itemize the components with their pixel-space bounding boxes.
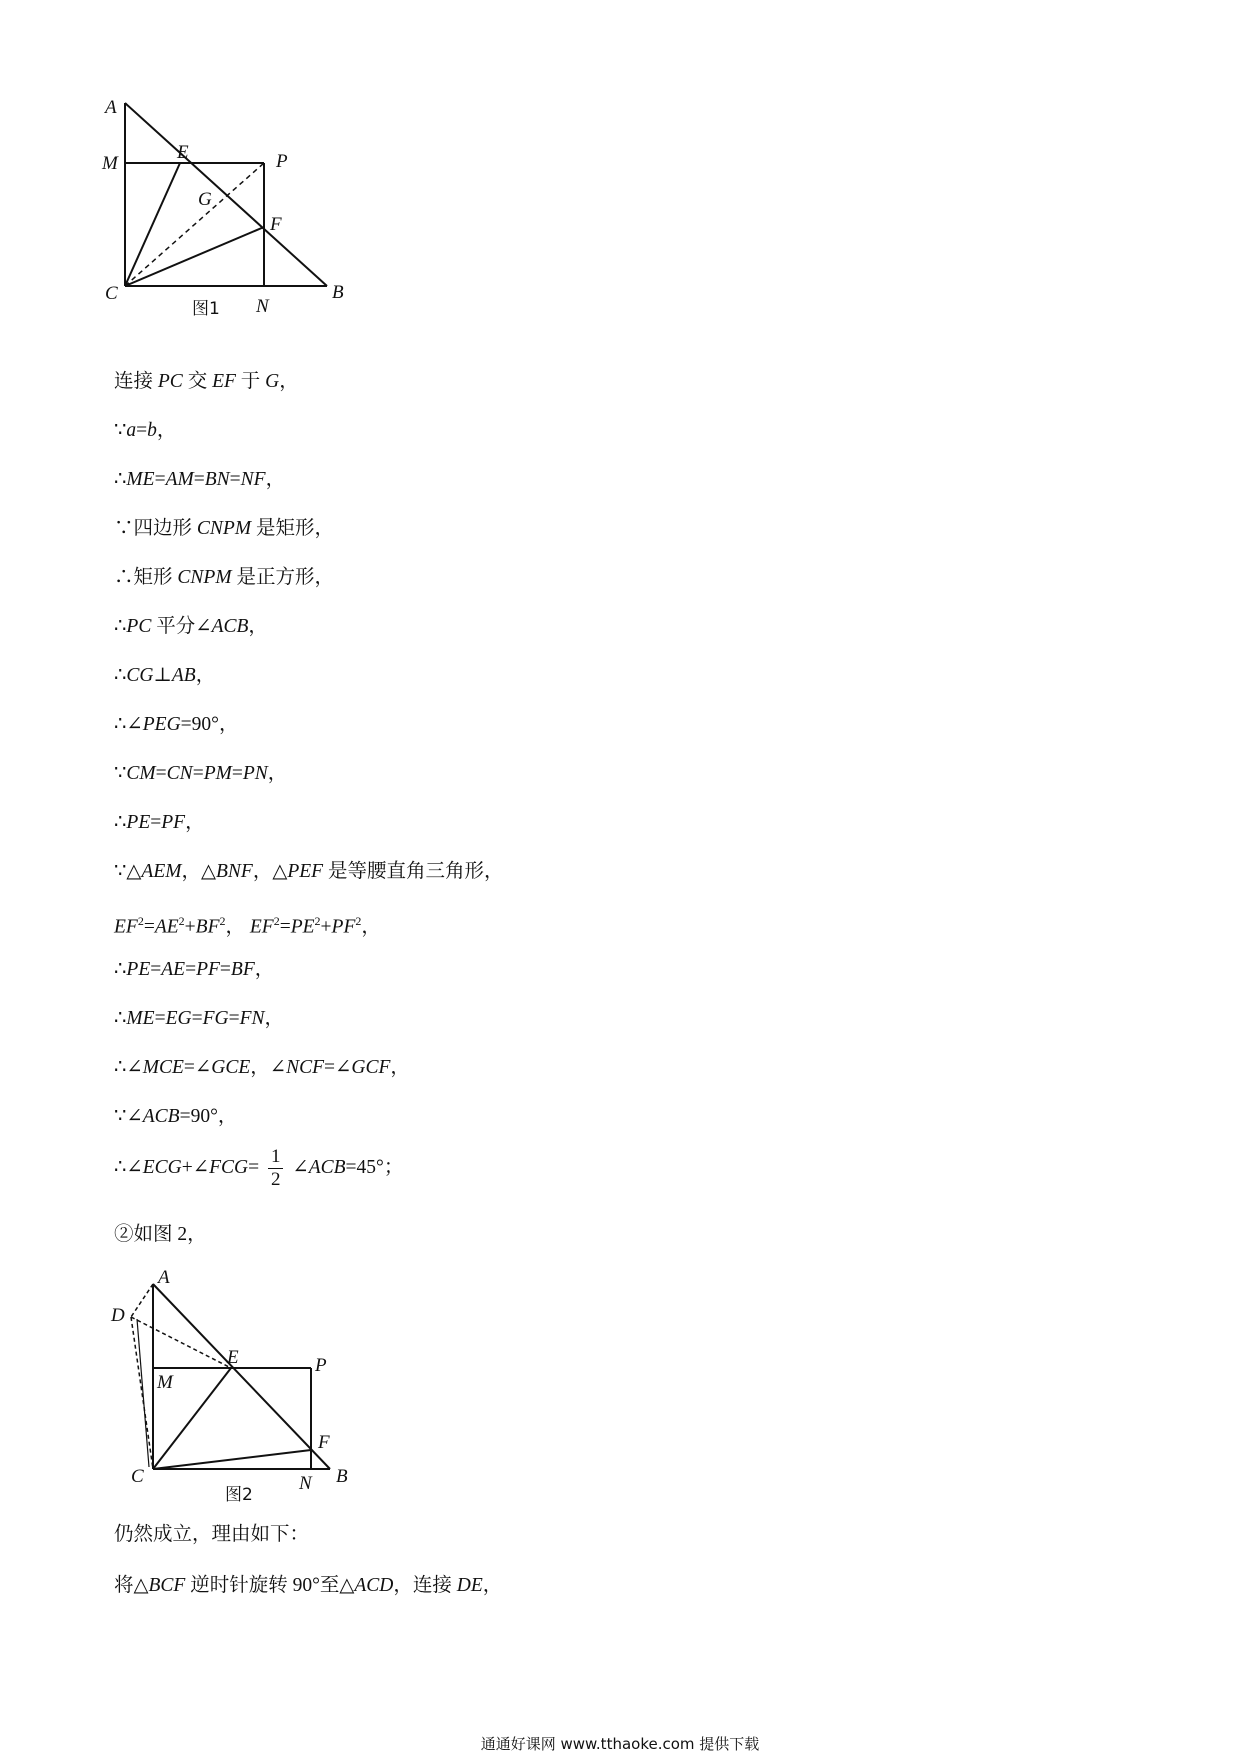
text-line-18: 将△BCF 逆时针旋转 90°至△ACD，连接 DE， bbox=[114, 1575, 503, 1596]
fig1-label-P: P bbox=[276, 151, 288, 172]
fig1-label-M: M bbox=[102, 153, 118, 174]
fig1-label-E: E bbox=[177, 142, 189, 163]
fraction-line: ∴∠ECG+∠FCG= $\frac{1}{2}$ ∠ACB=45°； bbox=[114, 1146, 404, 1191]
text-line-5: ∴矩形 CNPM 是正方形， bbox=[114, 567, 334, 588]
text-line-11: ∵△AEM，△BNF，△PEF 是等腰直角三角形， bbox=[114, 861, 504, 882]
figure-1 bbox=[100, 85, 400, 365]
equation-line: $EF^2=AE^2+BF^2$， $EF^2=PE^2+PF^2$， bbox=[114, 914, 381, 938]
fig2-label-C: C bbox=[131, 1466, 144, 1487]
fig1-label-N: N bbox=[256, 296, 269, 317]
fig1-label-F: F bbox=[270, 214, 282, 235]
fig2-label-B: B bbox=[336, 1466, 348, 1487]
text-line-14: ∴∠MCE=∠GCE，∠NCF=∠GCF， bbox=[114, 1057, 410, 1078]
text-line-2: ∵a=b， bbox=[114, 420, 177, 441]
figure-2 bbox=[100, 1262, 380, 1522]
fig1-label-B: B bbox=[332, 282, 344, 303]
text-line-16: ②如图 2， bbox=[114, 1224, 207, 1245]
fig2-label-A: A bbox=[158, 1267, 170, 1288]
fig2-label-E: E bbox=[227, 1347, 239, 1368]
fig1-label-G: G bbox=[198, 189, 212, 210]
fig2-label-P: P bbox=[315, 1355, 327, 1376]
fraction-one-half: $\frac{1}{2}$ bbox=[268, 1146, 284, 1191]
text-line-13: ∴ME=EG=FG=FN， bbox=[114, 1008, 285, 1029]
fig2-label-M: M bbox=[157, 1372, 173, 1393]
text-line-6: ∴PC 平分∠ACB， bbox=[114, 616, 268, 637]
text-line-9: ∵CM=CN=PM=PN， bbox=[114, 763, 288, 784]
fig1-caption: 图1 bbox=[192, 299, 220, 319]
fig1-label-C: C bbox=[105, 283, 118, 304]
fig2-label-D: D bbox=[111, 1305, 125, 1326]
text-line-4: ∵四边形 CNPM 是矩形， bbox=[114, 518, 334, 539]
text-line-15: ∵∠ACB=90°， bbox=[114, 1106, 238, 1127]
fig1-label-A: A bbox=[105, 97, 117, 118]
text-line-12: ∴PE=AE=PF=BF， bbox=[114, 959, 275, 980]
text-line-8: ∴∠PEG=90°， bbox=[114, 714, 239, 735]
text-line-7: ∴CG⊥AB， bbox=[114, 665, 216, 686]
fig2-label-N: N bbox=[299, 1473, 312, 1494]
text-line-3: ∴ME=AM=BN=NF， bbox=[114, 469, 286, 490]
text-line-17: 仍然成立，理由如下： bbox=[114, 1524, 310, 1545]
page-footer: 通通好课网 www.tthaoke.com 提供下载 bbox=[480, 1735, 760, 1753]
text-line-1: 连接 PC 交 EF 于 G， bbox=[114, 371, 299, 392]
fig2-caption: 图2 bbox=[225, 1485, 253, 1505]
fig2-label-F: F bbox=[318, 1432, 330, 1453]
text-line-10: ∴PE=PF， bbox=[114, 812, 205, 833]
